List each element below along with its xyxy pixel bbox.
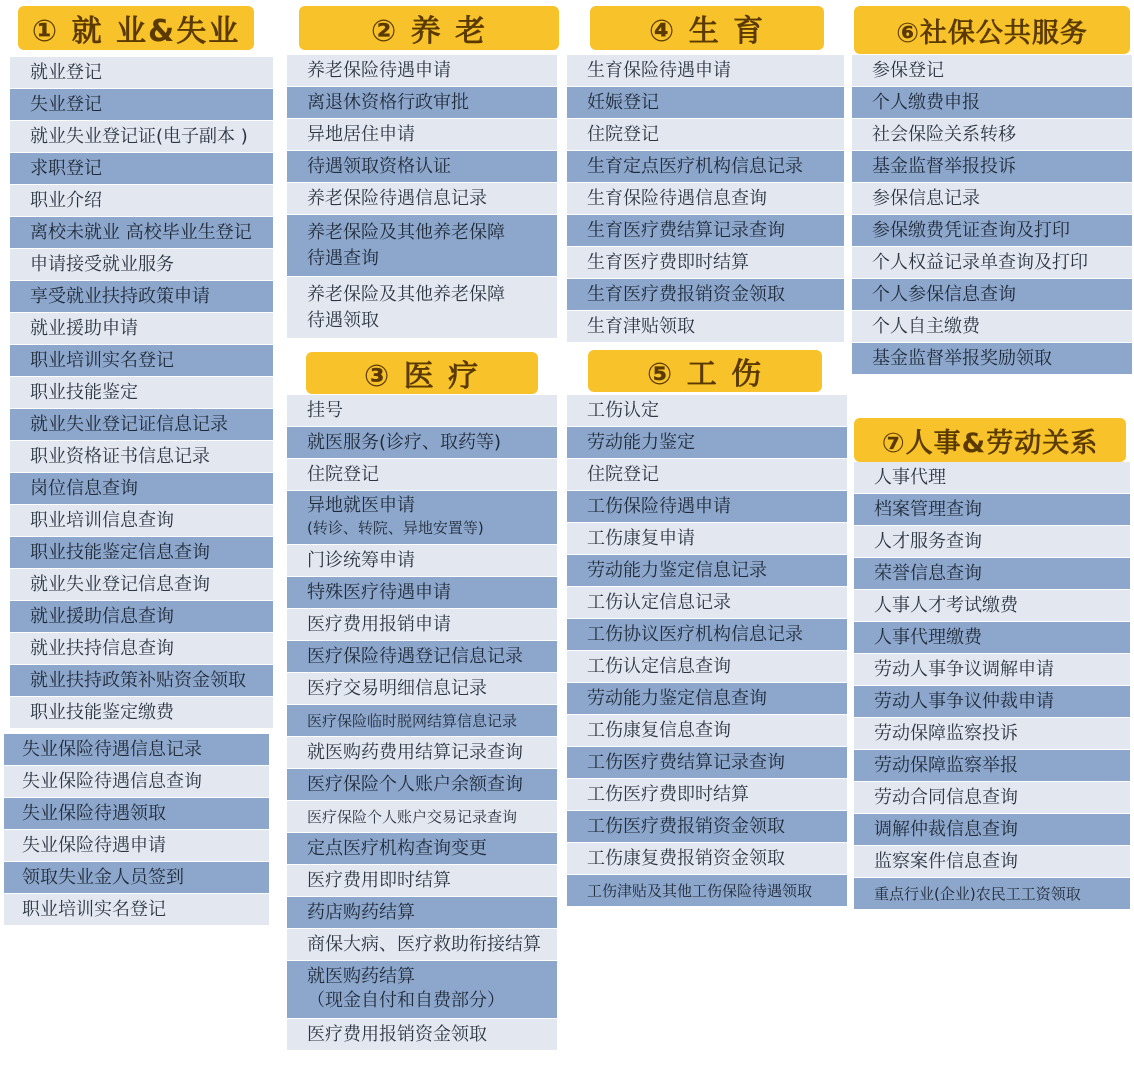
list-item[interactable]: 工伤康复费报销资金领取 (567, 843, 847, 875)
list-item[interactable]: 失业保险待遇信息查询 (4, 766, 269, 798)
list-item[interactable]: 住院登记 (567, 459, 847, 491)
list-item[interactable]: 劳动保障监察举报 (854, 750, 1130, 782)
list-item[interactable]: 求职登记 (10, 153, 273, 185)
list-item[interactable]: 生育定点医疗机构信息记录 (567, 151, 844, 183)
list-item[interactable]: 待遇领取资格认证 (287, 151, 557, 183)
list-item[interactable]: 劳动能力鉴定信息记录 (567, 555, 847, 587)
list-item[interactable]: 失业保险待遇领取 (4, 798, 269, 830)
list-item[interactable]: 生育津贴领取 (567, 311, 844, 343)
list-item[interactable]: 住院登记 (287, 459, 557, 491)
list-item[interactable]: 医疗费用报销资金领取 (287, 1019, 557, 1051)
list-item[interactable]: 就业扶持信息查询 (10, 633, 273, 665)
list-item[interactable]: 工伤协议医疗机构信息记录 (567, 619, 847, 651)
list-item[interactable]: 医疗费用报销申请 (287, 609, 557, 641)
list-item-line: 养老保险及其他养老保障 (307, 284, 505, 305)
list-item[interactable]: 药店购药结算 (287, 897, 557, 929)
list-item[interactable]: 职业介绍 (10, 185, 273, 217)
list-item[interactable]: 工伤康复申请 (567, 523, 847, 555)
list-item[interactable]: 医疗保险个人账户余额查询 (287, 769, 557, 801)
list-item[interactable]: 个人权益记录单查询及打印 (852, 247, 1132, 279)
list-item[interactable]: 定点医疗机构查询变更 (287, 833, 557, 865)
list-item[interactable]: 申请接受就业服务 (10, 249, 273, 281)
list-item[interactable]: 工伤认定信息查询 (567, 651, 847, 683)
list-item[interactable]: 就业扶持政策补贴资金领取 (10, 665, 273, 697)
list-item[interactable]: 养老保险待遇申请 (287, 55, 557, 87)
list-item[interactable]: 医疗交易明细信息记录 (287, 673, 557, 705)
list-item-line: （现金自付和自费部分） (307, 990, 505, 1011)
list-item[interactable]: 重点行业(企业)农民工工资领取 (854, 878, 1130, 910)
list-item[interactable]: 劳动人事争议仲裁申请 (854, 686, 1130, 718)
list-item[interactable]: 生育医疗费报销资金领取 (567, 279, 844, 311)
list-item[interactable]: 人事人才考试缴费 (854, 590, 1130, 622)
list-item[interactable]: 离校未就业 高校毕业生登记 (10, 217, 273, 249)
list-item[interactable]: 工伤医疗费结算记录查询 (567, 747, 847, 779)
list-item[interactable]: 人事代理缴费 (854, 622, 1130, 654)
list-item-line: 养老保险及其他养老保障 (307, 222, 505, 243)
list-item[interactable]: 享受就业扶持政策申请 (10, 281, 273, 313)
list-item[interactable]: 人才服务查询 (854, 526, 1130, 558)
list-item[interactable]: 监察案件信息查询 (854, 846, 1130, 878)
list-item[interactable]: 就业登记 (10, 57, 273, 89)
list-item[interactable]: 妊娠登记 (567, 87, 844, 119)
list-item[interactable]: 住院登记 (567, 119, 844, 151)
list-item[interactable]: 就业失业登记证信息记录 (10, 409, 273, 441)
list-item[interactable]: 工伤保险待遇申请 (567, 491, 847, 523)
list-item-line: (转诊、转院、异地安置等) (307, 519, 484, 537)
section-header-employment: ① 就 业&失业 (18, 6, 254, 50)
list-item[interactable]: 就医服务(诊疗、取药等) (287, 427, 557, 459)
hr-list (854, 462, 1130, 910)
list-item[interactable]: 工伤医疗费报销资金领取 (567, 811, 847, 843)
list-item[interactable]: 参保缴费凭证查询及打印 (852, 215, 1132, 247)
medical-list (287, 395, 557, 1051)
list-item[interactable]: 离退休资格行政审批 (287, 87, 557, 119)
pension-list (287, 55, 557, 339)
list-item[interactable] (287, 491, 557, 545)
maternity-list (567, 55, 844, 343)
list-item[interactable]: 养老保险待遇信息记录 (287, 183, 557, 215)
list-item[interactable]: 商保大病、医疗救助衔接结算 (287, 929, 557, 961)
injury-list (567, 395, 847, 907)
list-item[interactable]: 工伤康复信息查询 (567, 715, 847, 747)
list-item[interactable]: 职业技能鉴定信息查询 (10, 537, 273, 569)
list-item[interactable]: 个人缴费申报 (852, 87, 1132, 119)
list-item[interactable]: 就业失业登记证(电子副本 ) (10, 121, 273, 153)
list-item-line: 待遇查询 (307, 248, 379, 269)
list-item-line: 待遇领取 (307, 310, 379, 331)
list-item[interactable]: 参保信息记录 (852, 183, 1132, 215)
list-item[interactable]: 就业失业登记信息查询 (10, 569, 273, 601)
list-item[interactable]: 调解仲裁信息查询 (854, 814, 1130, 846)
list-item[interactable]: 生育医疗费结算记录查询 (567, 215, 844, 247)
list-item[interactable]: 失业登记 (10, 89, 273, 121)
list-item[interactable] (287, 215, 557, 277)
list-item[interactable]: 基金监督举报奖励领取 (852, 343, 1132, 375)
section-header-hr: ⑦人事&劳动关系 (854, 418, 1126, 462)
list-item[interactable]: 档案管理查询 (854, 494, 1130, 526)
social-list (852, 55, 1132, 375)
list-item[interactable]: 工伤认定信息记录 (567, 587, 847, 619)
section-header-social: ⑥社保公共服务 (854, 6, 1130, 54)
list-item[interactable]: 医疗保险个人账户交易记录查询 (287, 801, 557, 833)
list-item[interactable]: 职业培训实名登记 (4, 894, 269, 926)
list-item[interactable]: 个人参保信息查询 (852, 279, 1132, 311)
list-item[interactable]: 工伤津贴及其他工伤保险待遇领取 (567, 875, 847, 907)
unemployment-list (4, 734, 269, 926)
list-item[interactable]: 医疗保险待遇登记信息记录 (287, 641, 557, 673)
list-item[interactable]: 失业保险待遇信息记录 (4, 734, 269, 766)
list-item[interactable]: 人事代理 (854, 462, 1130, 494)
section-header-injury: ⑤ 工 伤 (588, 350, 822, 392)
list-item[interactable]: 社会保险关系转移 (852, 119, 1132, 151)
list-item[interactable]: 职业培训实名登记 (10, 345, 273, 377)
list-item[interactable]: 职业技能鉴定 (10, 377, 273, 409)
list-item[interactable]: 生育保险待遇信息查询 (567, 183, 844, 215)
list-item[interactable]: 失业保险待遇申请 (4, 830, 269, 862)
list-item[interactable]: 职业资格证书信息记录 (10, 441, 273, 473)
list-item[interactable]: 医疗保险临时脱网结算信息记录 (287, 705, 557, 737)
list-item[interactable]: 工伤医疗费即时结算 (567, 779, 847, 811)
list-item[interactable]: 特殊医疗待遇申请 (287, 577, 557, 609)
list-item[interactable]: 参保登记 (852, 55, 1132, 87)
list-item[interactable]: 职业技能鉴定缴费 (10, 697, 273, 729)
list-item[interactable]: 就业援助申请 (10, 313, 273, 345)
list-item[interactable]: 岗位信息查询 (10, 473, 273, 505)
list-item[interactable]: 医疗费用即时结算 (287, 865, 557, 897)
section-header-medical: ③ 医 疗 (306, 352, 538, 394)
employment-list (10, 57, 273, 729)
list-item[interactable]: 基金监督举报投诉 (852, 151, 1132, 183)
list-item[interactable]: 职业培训信息查询 (10, 505, 273, 537)
list-item[interactable]: 就业援助信息查询 (10, 601, 273, 633)
list-item[interactable]: 生育医疗费即时结算 (567, 247, 844, 279)
list-item[interactable]: 劳动保障监察投诉 (854, 718, 1130, 750)
list-item-line: 异地就医申请 (307, 495, 415, 516)
list-item[interactable]: 异地居住申请 (287, 119, 557, 151)
list-item[interactable]: 个人自主缴费 (852, 311, 1132, 343)
list-item[interactable]: 荣誉信息查询 (854, 558, 1130, 590)
list-item[interactable] (287, 961, 557, 1019)
list-item[interactable]: 领取失业金人员签到 (4, 862, 269, 894)
section-header-pension: ② 养 老 (299, 6, 559, 50)
list-item[interactable]: 劳动能力鉴定 (567, 427, 847, 459)
list-item-line: 就医购药结算 (307, 966, 415, 987)
list-item[interactable]: 劳动人事争议调解申请 (854, 654, 1130, 686)
section-header-maternity: ④ 生 育 (590, 6, 824, 50)
list-item[interactable]: 劳动合同信息查询 (854, 782, 1130, 814)
list-item[interactable]: 工伤认定 (567, 395, 847, 427)
list-item[interactable]: 挂号 (287, 395, 557, 427)
list-item[interactable]: 门诊统筹申请 (287, 545, 557, 577)
list-item[interactable]: 生育保险待遇申请 (567, 55, 844, 87)
list-item[interactable] (287, 277, 557, 339)
list-item[interactable]: 就医购药费用结算记录查询 (287, 737, 557, 769)
list-item[interactable]: 劳动能力鉴定信息查询 (567, 683, 847, 715)
